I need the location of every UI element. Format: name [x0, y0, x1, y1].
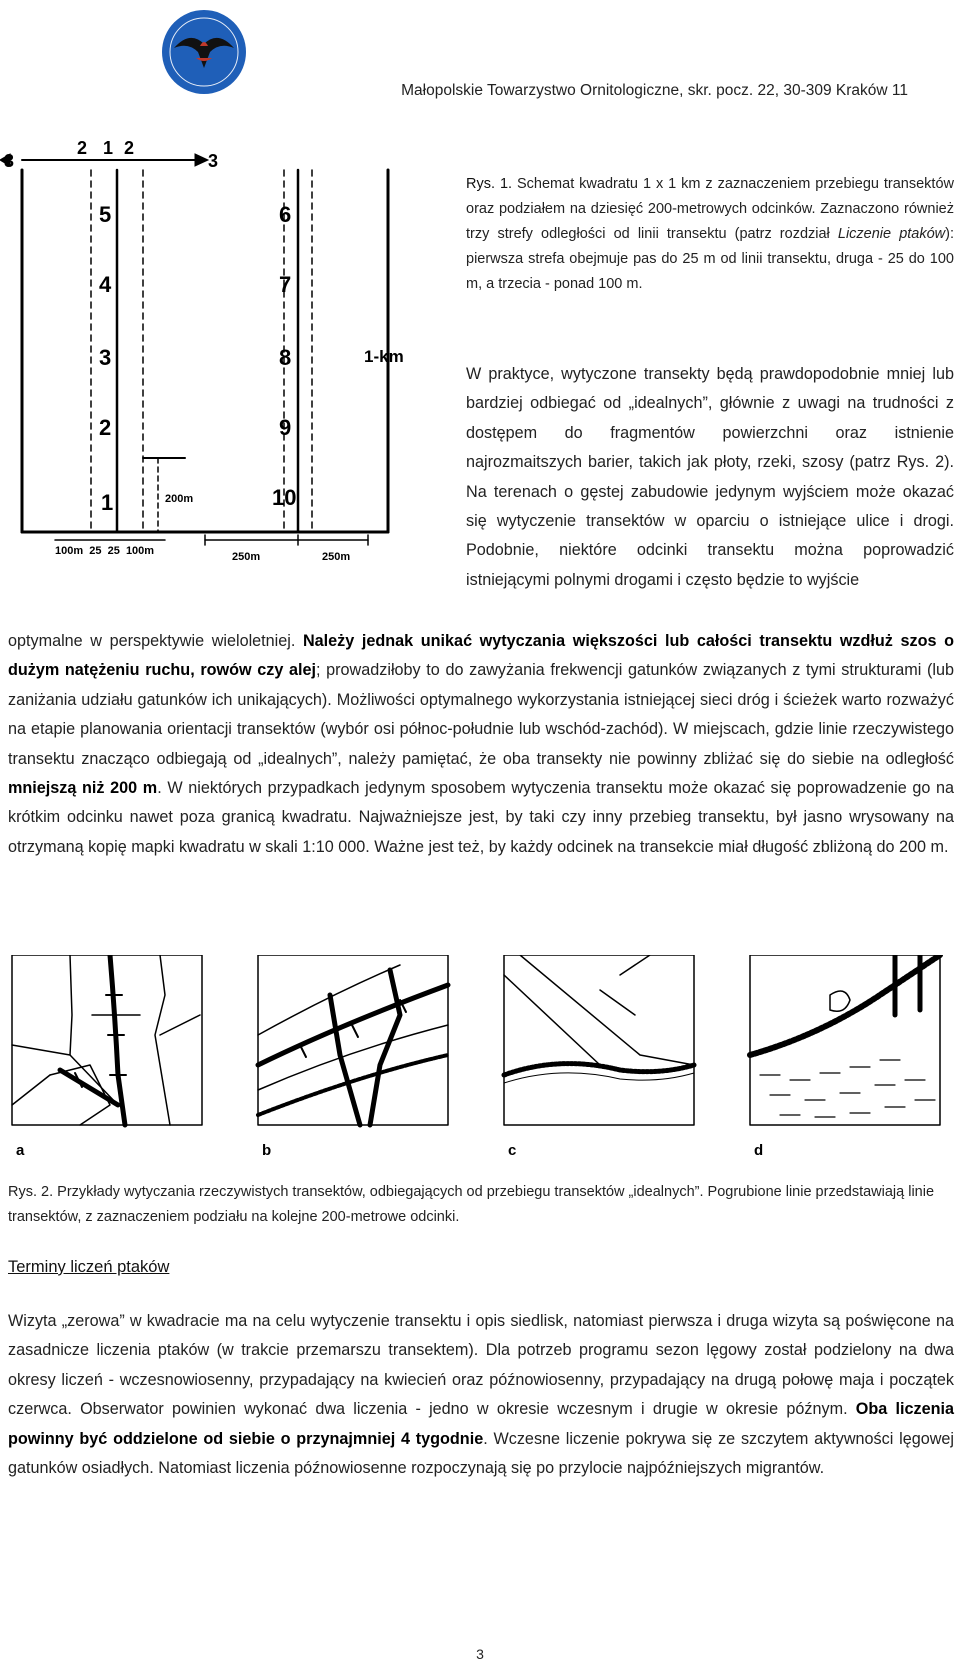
figure1-caption — [466, 172, 954, 297]
panel-d — [750, 955, 940, 1125]
fig1-arrow-label: 3 — [208, 151, 219, 171]
fig1-top-label: 2 — [124, 140, 135, 158]
caption-italic: Liczenie ptaków — [837, 226, 946, 242]
panel-d-label: d — [754, 1142, 764, 1159]
figure1-square-diagram — [0, 140, 420, 600]
paragraph-terms — [8, 1307, 954, 1483]
society-logo — [160, 8, 248, 96]
paragraph-bold: Należy jednak unikać wytyczania większości lub całości transektu wzdłuż szos o dużym natężeniu ruchu, rowów czy alej — [8, 632, 954, 680]
figure2-transect-examples — [0, 955, 960, 1165]
fig1-segment-label: 2 — [99, 415, 112, 440]
paragraph-bold: Oba liczenia powinny być oddzielone od siebie o przynajmniej 4 tygodnie — [8, 1400, 954, 1448]
caption-label: Rys. 2. — [8, 1184, 54, 1200]
fig1-segment-label: 6 — [279, 202, 292, 227]
paragraph-text: Wizyta „zerowa” w kwadracie ma na celu wytyczenie transektu i opis siedlisk, natomiast pierwsza i druga wizyta są poświęcone na zasadnicze liczenia ptaków (w trakcie przemarszu transektem). Dla potrzeb programu sezon lęgowy został podzielony na dwa okresy liczeń - wczesnowiosenny, przypadający na kwiecień oraz późnowiosenny, przypadający na drugą połowę maja i początek czerwca. Obserwator powinien wykonać dwa liczenia - jedno w okresie wczesnym i drugie w okresie późnym. — [8, 1312, 954, 1419]
fig1-arrow-label: 3 — [4, 151, 15, 171]
fig1-segment-label: 3 — [99, 345, 112, 370]
paragraph-text: optymalne w perspektywie wieloletniej. — [8, 632, 303, 650]
section-title: Terminy liczeń ptaków — [8, 1258, 170, 1276]
panel-b — [258, 955, 448, 1125]
figure2-caption — [8, 1180, 954, 1230]
fig1-top-label: 1 — [103, 140, 114, 158]
fig1-bottom-left-label: 100m 25 25 100m — [55, 545, 155, 557]
panel-b-label: b — [262, 1142, 272, 1159]
panel-c-label: c — [508, 1142, 517, 1159]
caption-label: Rys. 1. — [466, 176, 513, 192]
paragraph-text: ; prowadziłoby to do zawyżania frekwencji gatunków związanych z tymi strukturami (lub zaniżania udziału gatunków ich unikających). Możliwości optymalnego wykorzystania istniejącej sieci dróg i ścieżek warto rozważyć na etapie planowania orientacji transektów (wybór osi północ-południe lub wschód-zachód). W miejscach, gdzie linie rzeczywistego transektu znacząco odbiegają od „idealnych”, należy pamiętać, że oba transekty nie powinny zbliżać się do siebie na odległość — [8, 661, 954, 768]
page-number: 3 — [476, 1646, 484, 1662]
fig1-bottom-250-label: 250m — [232, 551, 261, 563]
fig1-top-label: 2 — [77, 140, 88, 158]
header-address: Małopolskie Towarzystwo Ornitologiczne, skr. pocz. 22, 30-309 Kraków 11 — [401, 82, 908, 99]
fig1-segment-label: 10 — [272, 485, 297, 510]
panel-c — [504, 955, 694, 1125]
panel-a — [12, 955, 202, 1125]
paragraph-text: . W niektórych przypadkach jedynym sposobem wytyczenia transektu może okazać się poprowadzenie go na krótkim odcinku nawet poza granicą kwadratu. Najważniejsze jest, by taki czy inny przebieg transektu, był jasno wrysowany na otrzymaną kopię mapki kwadratu w skali 1:10 000. Ważne jest też, by każdy odcinek na transekcie miał długość zbliżoną do 200 m. — [8, 779, 954, 856]
fig1-segment-label: 8 — [279, 345, 292, 370]
fig1-segment-label: 1 — [101, 490, 114, 515]
fig1-side-label: 1-km — [364, 347, 404, 366]
fig1-bottom-250-label: 250m — [322, 551, 351, 563]
paragraph-right-column: W praktyce, wytyczone transekty będą prawdopodobnie mniej lub bardziej odbiegać od „idealnych”, głównie z uwagi na trudności z dostępem do fragmentów powierzchni oraz istnienie najrozmaitszych barier, takich jak płoty, rzeki, szosy (patrz Rys. 2). Na terenach o gęstej zabudowie jedynym wyjściem może okazać się wytyczenie transektów w oparciu o istniejące ulice i drogi. Podobnie, niektóre odcinki transektu można poprowadzić istniejącymi polnymi drogami i często będzie to wyjście — [466, 365, 954, 589]
fig1-200m-label: 200m — [165, 493, 194, 505]
caption-text: Schemat kwadratu 1 x 1 km z zaznaczeniem przebiegu transektów oraz podziałem na dziesięć 200-metrowych odcinków. Zaznaczono również trzy strefy odległości od linii transektu (patrz rozdział — [466, 176, 955, 242]
caption-text: ): pierwsza strefa obejmuje pas do 25 m od linii transektu, druga - 25 do 100 m, a trzecia - ponad 100 m. — [466, 226, 954, 292]
paragraph-text: . Wczesne liczenie pokrywa się ze szczytem aktywności lęgowej gatunków osiadłych. Natomiast liczenia późnowiosenne rozpoczynają się po przylocie najpóźniejszych migrantów. — [8, 1429, 954, 1478]
paragraph-bold: mniejszą niż 200 m — [8, 779, 158, 798]
paragraph-full-width — [8, 627, 954, 862]
caption-text: Przykłady wytyczania rzeczywistych transektów, odbiegających od przebiegu transektów „idealnych”. Pogrubione linie przedstawiają linie transektów, z zaznaczeniem podziału na kolejne 200-metrowe odcinki. — [8, 1184, 935, 1225]
fig1-segment-label: 4 — [99, 272, 112, 297]
fig1-segment-label: 9 — [279, 415, 292, 440]
fig1-segment-label: 7 — [279, 272, 292, 297]
fig1-segment-label: 5 — [99, 202, 112, 227]
panel-a-label: a — [16, 1142, 25, 1159]
